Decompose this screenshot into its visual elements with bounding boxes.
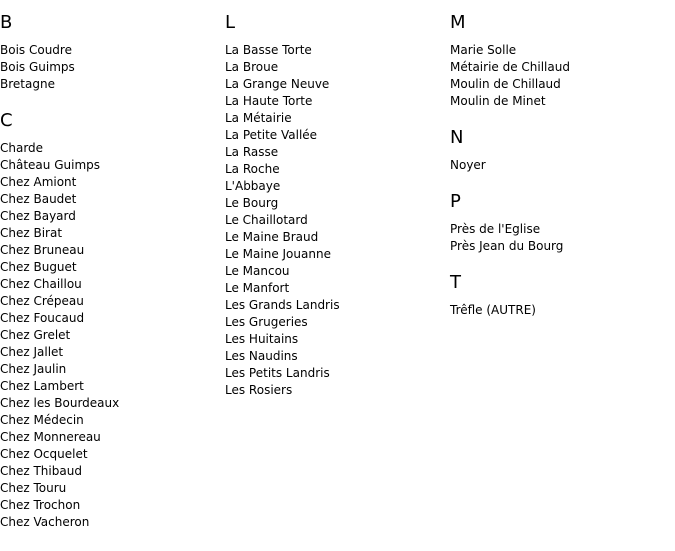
place-list-item (225, 314, 440, 331)
place-list-item (450, 59, 665, 76)
index-column (450, 12, 665, 336)
place-link-les-naudins[interactable]: Les Naudins (225, 349, 298, 363)
place-list-item (225, 246, 440, 263)
place-link-chateau-guimps[interactable]: Château Guimps (0, 158, 100, 172)
place-list-item (0, 225, 215, 242)
place-link-les-petits-landris[interactable]: Les Petits Landris (225, 366, 330, 380)
place-link-trefle-autre[interactable]: Trêfle (AUTRE) (450, 303, 536, 317)
place-list-item (0, 378, 215, 395)
place-link-chez-ocquelet[interactable]: Chez Ocquelet (0, 447, 88, 461)
place-link-la-petite-vallee[interactable]: La Petite Vallée (225, 128, 318, 142)
place-link-chez-chaillou[interactable]: Chez Chaillou (0, 277, 82, 291)
place-link-chez-grelet[interactable]: Chez Grelet (0, 328, 71, 342)
place-list-item (225, 161, 440, 178)
place-list-item (0, 429, 215, 446)
section-letter-heading: M (450, 12, 466, 33)
place-list-item (0, 59, 215, 76)
place-list-item (0, 259, 215, 276)
place-link-la-grange-neuve[interactable]: La Grange Neuve (225, 77, 330, 91)
place-link-le-chaillotard[interactable]: Le Chaillotard (225, 213, 308, 227)
section-letter-heading: C (0, 110, 13, 131)
place-link-chez-bayard[interactable]: Chez Bayard (0, 209, 76, 223)
place-list-item (225, 212, 440, 229)
place-link-chez-medecin[interactable]: Chez Médecin (0, 413, 84, 427)
place-link-chez-bruneau[interactable]: Chez Bruneau (0, 243, 85, 257)
place-link-chez-foucaud[interactable]: Chez Foucaud (0, 311, 85, 325)
place-list-item (0, 140, 215, 157)
place-list-item (0, 242, 215, 259)
place-list-item (0, 42, 215, 59)
place-list-item (225, 76, 440, 93)
place-link-le-manfort[interactable]: Le Manfort (225, 281, 290, 295)
place-list-item (225, 144, 440, 161)
place-list (450, 221, 665, 255)
place-link-bois-guimps[interactable]: Bois Guimps (0, 60, 75, 74)
place-list (450, 42, 665, 110)
place-link-chez-buguet[interactable]: Chez Buguet (0, 260, 77, 274)
place-list-item (0, 446, 215, 463)
place-link-la-rasse[interactable]: La Rasse (225, 145, 279, 159)
place-list-item (450, 302, 665, 319)
place-link-les-grugeries[interactable]: Les Grugeries (225, 315, 308, 329)
place-list-item (450, 157, 665, 174)
place-link-noyer[interactable]: Noyer (450, 158, 486, 172)
place-link-chez-vacheron[interactable]: Chez Vacheron (0, 515, 90, 529)
place-link-chez-lambert[interactable]: Chez Lambert (0, 379, 84, 393)
place-link-metairie-de-chillaud[interactable]: Métairie de Chillaud (450, 60, 570, 74)
place-link-le-bourg[interactable]: Le Bourg (225, 196, 279, 210)
place-link-chez-monnereau[interactable]: Chez Monnereau (0, 430, 101, 444)
index-column (0, 12, 215, 548)
place-list-item (0, 344, 215, 361)
place-list-item (0, 480, 215, 497)
section-letter-heading: T (450, 272, 461, 293)
place-list-item (0, 191, 215, 208)
place-list-item (0, 463, 215, 480)
letter-section-n (450, 127, 665, 174)
place-list-item (225, 42, 440, 59)
place-list-item (0, 361, 215, 378)
place-list-item (225, 280, 440, 297)
place-list-item (0, 293, 215, 310)
place-list (225, 42, 440, 399)
place-link-chez-jallet[interactable]: Chez Jallet (0, 345, 64, 359)
place-link-chez-trochon[interactable]: Chez Trochon (0, 498, 81, 512)
place-link-la-basse-torte[interactable]: La Basse Torte (225, 43, 312, 57)
place-link-moulin-de-chillaud[interactable]: Moulin de Chillaud (450, 77, 561, 91)
section-letter-heading: B (0, 12, 13, 33)
place-list (0, 42, 215, 93)
place-list-item (225, 195, 440, 212)
place-link-la-broue[interactable]: La Broue (225, 60, 279, 74)
place-link-la-metairie[interactable]: La Métairie (225, 111, 292, 125)
place-link-bois-coudre[interactable]: Bois Coudre (0, 43, 72, 57)
place-list-item (0, 76, 215, 93)
place-list-item (225, 331, 440, 348)
place-list-item (0, 276, 215, 293)
place-link-les-rosiers[interactable]: Les Rosiers (225, 383, 293, 397)
place-link-la-roche[interactable]: La Roche (225, 162, 280, 176)
place-link-le-maine-jouanne[interactable]: Le Maine Jouanne (225, 247, 331, 261)
place-link-les-huitains[interactable]: Les Huitains (225, 332, 299, 346)
place-link-chez-birat[interactable]: Chez Birat (0, 226, 63, 240)
place-list-item (0, 412, 215, 429)
place-list-item (450, 221, 665, 238)
place-list-item (450, 76, 665, 93)
place-list-item (0, 514, 215, 531)
place-link-chez-touru[interactable]: Chez Touru (0, 481, 67, 495)
place-link-chez-crepeau[interactable]: Chez Crépeau (0, 294, 84, 308)
place-list-item (225, 229, 440, 246)
place-link-pres-jean-du-bourg[interactable]: Près Jean du Bourg (450, 239, 564, 253)
place-list-item (225, 93, 440, 110)
place-list (450, 302, 665, 319)
place-list-item (0, 208, 215, 225)
place-link-les-grands-landris[interactable]: Les Grands Landris (225, 298, 340, 312)
place-list-item (225, 263, 440, 280)
letter-section-b (0, 12, 215, 93)
place-list (450, 157, 665, 174)
place-list-item (450, 238, 665, 255)
place-list-item (225, 297, 440, 314)
place-list-item (225, 348, 440, 365)
section-letter-heading: P (450, 191, 461, 212)
place-link-pres-de-l-eglise[interactable]: Près de l'Eglise (450, 222, 541, 236)
place-list-item (225, 178, 440, 195)
place-link-chez-amiont[interactable]: Chez Amiont (0, 175, 77, 189)
place-link-le-maine-braud[interactable]: Le Maine Braud (225, 230, 319, 244)
place-list-item (225, 127, 440, 144)
place-list-item (225, 365, 440, 382)
place-link-marie-solle[interactable]: Marie Solle (450, 43, 517, 57)
place-list-item (0, 395, 215, 412)
letter-section-l (225, 12, 440, 399)
place-list-item (0, 327, 215, 344)
place-link-chez-thibaud[interactable]: Chez Thibaud (0, 464, 82, 478)
place-list-item (450, 93, 665, 110)
place-list-item (225, 110, 440, 127)
place-list-item (0, 174, 215, 191)
section-letter-heading: L (225, 12, 236, 33)
letter-section-c (0, 110, 215, 531)
place-list-item (0, 157, 215, 174)
place-link-l-abbaye[interactable]: L'Abbaye (225, 179, 281, 193)
place-list-item (0, 497, 215, 514)
place-list (0, 140, 215, 531)
place-link-le-mancou[interactable]: Le Mancou (225, 264, 290, 278)
place-link-chez-les-bourdeaux[interactable]: Chez les Bourdeaux (0, 396, 120, 410)
place-link-bretagne[interactable]: Bretagne (0, 77, 55, 91)
index-column (225, 12, 440, 416)
place-list-item (225, 382, 440, 399)
letter-section-m (450, 12, 665, 110)
letter-section-p (450, 191, 665, 255)
place-list-item (0, 310, 215, 327)
place-link-chez-baudet[interactable]: Chez Baudet (0, 192, 77, 206)
place-list-item (225, 59, 440, 76)
place-link-la-haute-torte[interactable]: La Haute Torte (225, 94, 313, 108)
section-letter-heading: N (450, 127, 464, 148)
place-list-item (450, 42, 665, 59)
place-link-charde[interactable]: Charde (0, 141, 44, 155)
place-link-moulin-de-minet[interactable]: Moulin de Minet (450, 94, 546, 108)
place-link-chez-jaulin[interactable]: Chez Jaulin (0, 362, 67, 376)
letter-section-t (450, 272, 665, 319)
